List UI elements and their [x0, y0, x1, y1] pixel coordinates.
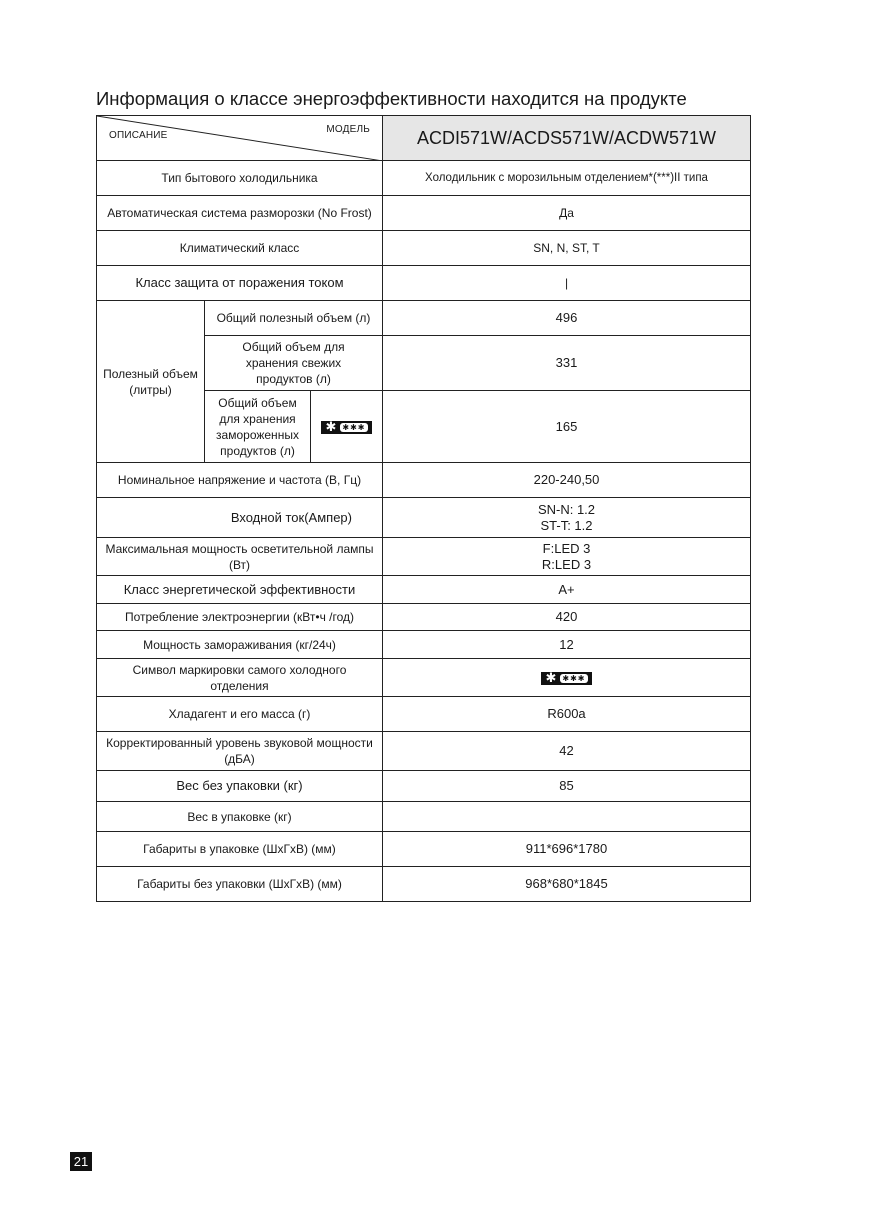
table-row: [97, 463, 751, 498]
row-label: Габариты в упаковке (ШхГхВ) (мм): [97, 832, 383, 867]
row-value: SN, N, ST, T: [383, 231, 751, 266]
row-label: Мощность замораживания (кг/24ч): [97, 631, 383, 659]
freezer-symbol-cell: [311, 391, 383, 463]
row-label: Класс энергетической эффективности: [97, 576, 383, 604]
row-value: 331: [383, 336, 751, 391]
row-value: SN-N: 1.2 ST-T: 1.2: [383, 498, 751, 538]
row-value: R600a: [383, 697, 751, 732]
table-row: [97, 498, 751, 538]
row-value: 968*680*1845: [383, 867, 751, 902]
row-label: Вес в упаковке (кг): [97, 802, 383, 832]
row-label: Автоматическая система разморозки (No Frost): [97, 196, 383, 231]
row-value: A+: [383, 576, 751, 604]
table-row: [97, 196, 751, 231]
row-label: Хладагент и его масса (г): [97, 697, 383, 732]
page-number: 21: [70, 1152, 92, 1171]
description-label: ОПИСАНИЕ: [109, 130, 168, 141]
header-row: [97, 116, 751, 161]
table-row: [97, 301, 751, 336]
page-title: Информация о классе энергоэффективности находится на продукте: [96, 88, 687, 109]
row-value: Да: [383, 196, 751, 231]
table-row: [97, 631, 751, 659]
table-row: [97, 802, 751, 832]
row-value: [383, 659, 751, 697]
row-label: Входной ток(Ампер): [97, 498, 383, 538]
row-label: Потребление электроэнергии (кВт•ч /год): [97, 604, 383, 631]
freezer-star-icon: ✱ ✱✱✱: [321, 421, 371, 434]
row-value: 42: [383, 732, 751, 771]
row-value: 496: [383, 301, 751, 336]
row-label: Символ маркировки самого холодного отделения: [97, 659, 383, 697]
row-value: 911*696*1780: [383, 832, 751, 867]
row-label: Корректированный уровень звуковой мощности (дБА): [97, 732, 383, 771]
row-label: Климатический класс: [97, 231, 383, 266]
table-row: [97, 867, 751, 902]
table-row: [97, 161, 751, 196]
volume-group-label: Полезный объем (литры): [97, 301, 205, 463]
row-label: Номинальное напряжение и частота (В, Гц): [97, 463, 383, 498]
row-label: Общий полезный объем (л): [205, 301, 383, 336]
table-row: [97, 732, 751, 771]
table-row: [97, 231, 751, 266]
table-row: [97, 538, 751, 576]
row-value: Холодильник с морозильным отделением*(***)II типа: [383, 161, 751, 196]
row-label: Общий объем для хранения свежих продуктов (л): [205, 336, 383, 391]
row-value: F:LED 3 R:LED 3: [383, 538, 751, 576]
row-value: |: [383, 266, 751, 301]
row-label: Габариты без упаковки (ШхГхВ) (мм): [97, 867, 383, 902]
table-row: [97, 832, 751, 867]
row-value: 12: [383, 631, 751, 659]
spec-table: [96, 115, 751, 902]
row-value: 420: [383, 604, 751, 631]
row-value: [383, 802, 751, 832]
row-value: 85: [383, 771, 751, 802]
table-row: [97, 659, 751, 697]
table-row: [97, 576, 751, 604]
table-row: [97, 771, 751, 802]
header-diagonal-cell: [97, 116, 383, 161]
table-row: [97, 697, 751, 732]
freezer-star-icon: ✱ ✱✱✱: [541, 672, 591, 685]
row-label: Тип бытового холодильника: [97, 161, 383, 196]
table-row: [97, 604, 751, 631]
model-names: ACDI571W/ACDS571W/ACDW571W: [383, 116, 751, 161]
model-label: МОДЕЛЬ: [326, 124, 370, 135]
table-row: [97, 266, 751, 301]
row-value: 165: [383, 391, 751, 463]
row-label: Максимальная мощность осветительной лампы (Вт): [97, 538, 383, 576]
row-label: Вес без упаковки (кг): [97, 771, 383, 802]
row-label: Класс защита от поражения током: [97, 266, 383, 301]
row-value: 220-240,50: [383, 463, 751, 498]
row-label: Общий объем для хранения замороженных продуктов (л): [205, 391, 311, 463]
